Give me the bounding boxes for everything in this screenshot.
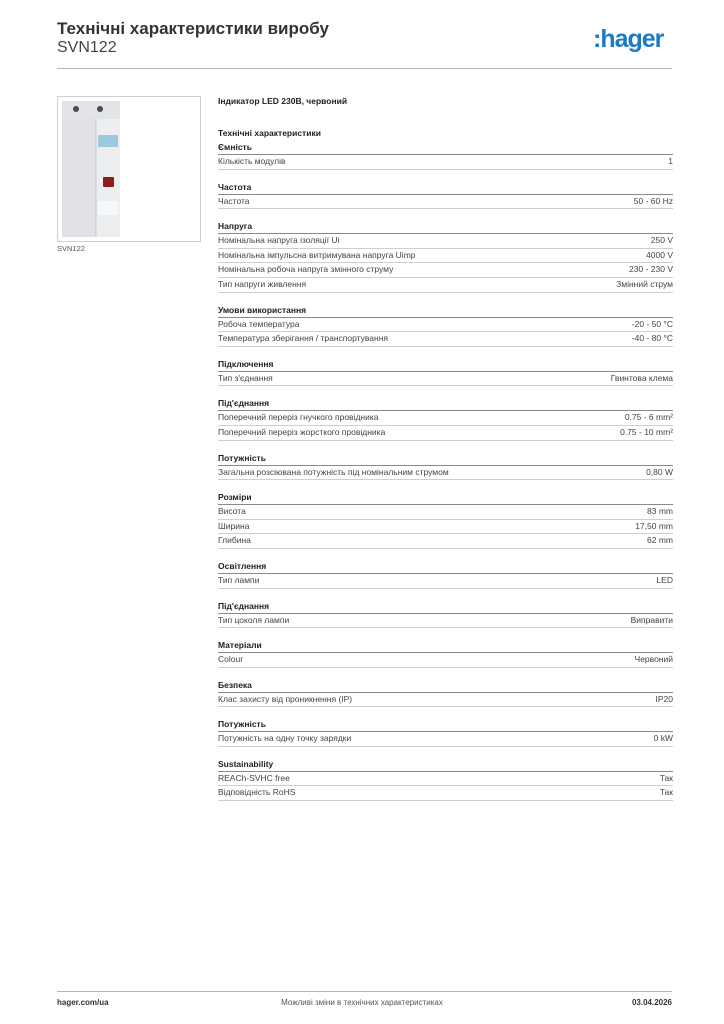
- footer-divider: [57, 991, 672, 992]
- spec-row: [218, 332, 673, 347]
- spec-row: [218, 466, 673, 481]
- spec-value: Червоний: [634, 654, 673, 665]
- hager-logo: :hager: [593, 25, 664, 53]
- spec-section: [218, 182, 673, 210]
- section-title: Освітлення: [218, 561, 673, 574]
- top-terminal-block: [62, 101, 120, 121]
- spec-label: Номінальна робоча напруга змінного струму: [218, 264, 394, 275]
- spec-label: Висота: [218, 506, 246, 517]
- spec-section: [218, 759, 673, 801]
- label-plate: [98, 135, 118, 147]
- spec-label: Тип напруги живлення: [218, 278, 307, 289]
- spec-value: 250 V: [650, 235, 673, 246]
- screw-hole-right: [97, 106, 103, 112]
- spec-label: Загальна розсіювана потужність під номінальним струмом: [218, 466, 449, 477]
- section-title: Умови використання: [218, 305, 673, 318]
- section-title: Ємність: [218, 142, 673, 155]
- header-divider: [57, 68, 672, 69]
- spec-label: Colour: [218, 654, 244, 665]
- spec-label: Температура зберігання / транспортування: [218, 333, 389, 344]
- spec-row: [218, 520, 673, 535]
- spec-row: [218, 249, 673, 264]
- spec-row: [218, 234, 673, 249]
- spec-label: REACh-SVHC free: [218, 772, 290, 783]
- spec-value: 0.75 - 6 mm²: [624, 412, 673, 423]
- page-title: Технічні характеристики виробу: [57, 19, 329, 38]
- spec-label: Поперечний переріз жорсткого провідника: [218, 426, 386, 437]
- spec-row: [218, 372, 673, 387]
- spec-value: Виправити: [630, 614, 673, 625]
- spec-row: [218, 411, 673, 426]
- spec-value: 50 - 60 Hz: [633, 195, 673, 206]
- spec-section: [218, 305, 673, 347]
- spec-row: [218, 318, 673, 333]
- spec-section: [218, 398, 673, 440]
- product-title: Індикатор LED 230В, червоний: [218, 96, 348, 106]
- spec-value: Так: [659, 787, 673, 798]
- spec-section: [218, 640, 673, 668]
- spec-value: -40 - 80 °C: [631, 333, 673, 344]
- spec-row: [218, 505, 673, 520]
- red-lamp-indicator: [103, 177, 114, 187]
- spec-section: [218, 453, 673, 481]
- spec-label: Клас захисту від проникнення (IP): [218, 693, 353, 704]
- section-title: Розміри: [218, 492, 673, 505]
- spec-value: Так: [659, 772, 673, 783]
- spec-label: Тип з'єднання: [218, 372, 273, 383]
- image-caption: SVN122: [57, 244, 85, 253]
- spec-section: [218, 142, 673, 170]
- section-title: Напруга: [218, 221, 673, 234]
- spec-section: [218, 680, 673, 708]
- section-title: Потужність: [218, 453, 673, 466]
- spec-label: Частота: [218, 195, 250, 206]
- spec-row: [218, 772, 673, 787]
- section-title: Безпека: [218, 680, 673, 693]
- spec-value: LED: [656, 574, 673, 585]
- spec-section: [218, 221, 673, 292]
- spec-row: [218, 155, 673, 170]
- spec-label: Кількість модулів: [218, 156, 286, 166]
- section-title: Підключення: [218, 359, 673, 372]
- spec-row: [218, 653, 673, 668]
- spec-value: -20 - 50 °C: [631, 318, 673, 329]
- spec-value: 4000 V: [646, 249, 673, 260]
- footer-notice: Можливі зміни в технічних характеристиках: [281, 998, 443, 1007]
- product-code: SVN122: [57, 39, 117, 56]
- lower-terminal: [98, 201, 118, 215]
- spec-label: Глибина: [218, 535, 251, 546]
- spec-label: Тип цоколя лампи: [218, 614, 290, 625]
- section-title: Під'єднання: [218, 601, 673, 614]
- spec-section: [218, 359, 673, 387]
- spec-row: [218, 786, 673, 801]
- spec-label: Потужність на одну точку зарядки: [218, 733, 352, 744]
- spec-row: [218, 263, 673, 278]
- spec-label: Робоча температура: [218, 318, 300, 329]
- footer-website: hager.com/ua: [57, 998, 109, 1007]
- spec-row: [218, 426, 673, 441]
- spec-value: 230 - 230 V: [629, 264, 673, 275]
- spec-section: [218, 601, 673, 629]
- spec-label: Поперечний переріз гнучкого провідника: [218, 412, 379, 423]
- spec-row: [218, 534, 673, 549]
- spec-row: [218, 574, 673, 589]
- spec-sections: [218, 142, 673, 801]
- spec-label: Відповідність RoHS: [218, 787, 296, 798]
- spec-section: [218, 561, 673, 589]
- spec-value: IP20: [655, 693, 673, 704]
- spec-label: Номінальна напруга ізоляції Ui: [218, 235, 340, 246]
- spec-label: Ширина: [218, 520, 250, 531]
- spec-value: 1: [668, 156, 673, 166]
- specs-heading: Технічні характеристики: [218, 128, 321, 138]
- spec-section: [218, 719, 673, 747]
- section-title: Sustainability: [218, 759, 673, 772]
- spec-value: 62 mm: [647, 535, 673, 546]
- spec-section: [218, 492, 673, 549]
- product-image: [57, 96, 201, 242]
- spec-label: Номінальна імпульсна витримувана напруга Uimp: [218, 249, 416, 260]
- spec-label: Тип лампи: [218, 574, 260, 585]
- spec-content: [218, 96, 673, 801]
- spec-row: [218, 732, 673, 747]
- spec-value: Гвинтова клема: [610, 372, 673, 383]
- spec-value: Змінний струм: [616, 278, 673, 289]
- spec-row: [218, 693, 673, 708]
- product-illustration: [58, 97, 200, 241]
- spec-value: 0.75 - 10 mm²: [620, 426, 673, 437]
- section-title: Матеріали: [218, 640, 673, 653]
- section-title: Під'єднання: [218, 398, 673, 411]
- section-title: Частота: [218, 182, 673, 195]
- spec-row: [218, 278, 673, 293]
- spec-value: 83 mm: [647, 506, 673, 517]
- spec-value: 0,80 W: [646, 466, 673, 477]
- spec-value: 17,50 mm: [635, 520, 673, 531]
- spec-row: [218, 614, 673, 629]
- screw-hole-left: [73, 106, 79, 112]
- footer-date: 03.04.2026: [631, 998, 672, 1007]
- spec-value: 0 kW: [653, 733, 673, 744]
- spec-row: [218, 195, 673, 210]
- section-title: Потужність: [218, 719, 673, 732]
